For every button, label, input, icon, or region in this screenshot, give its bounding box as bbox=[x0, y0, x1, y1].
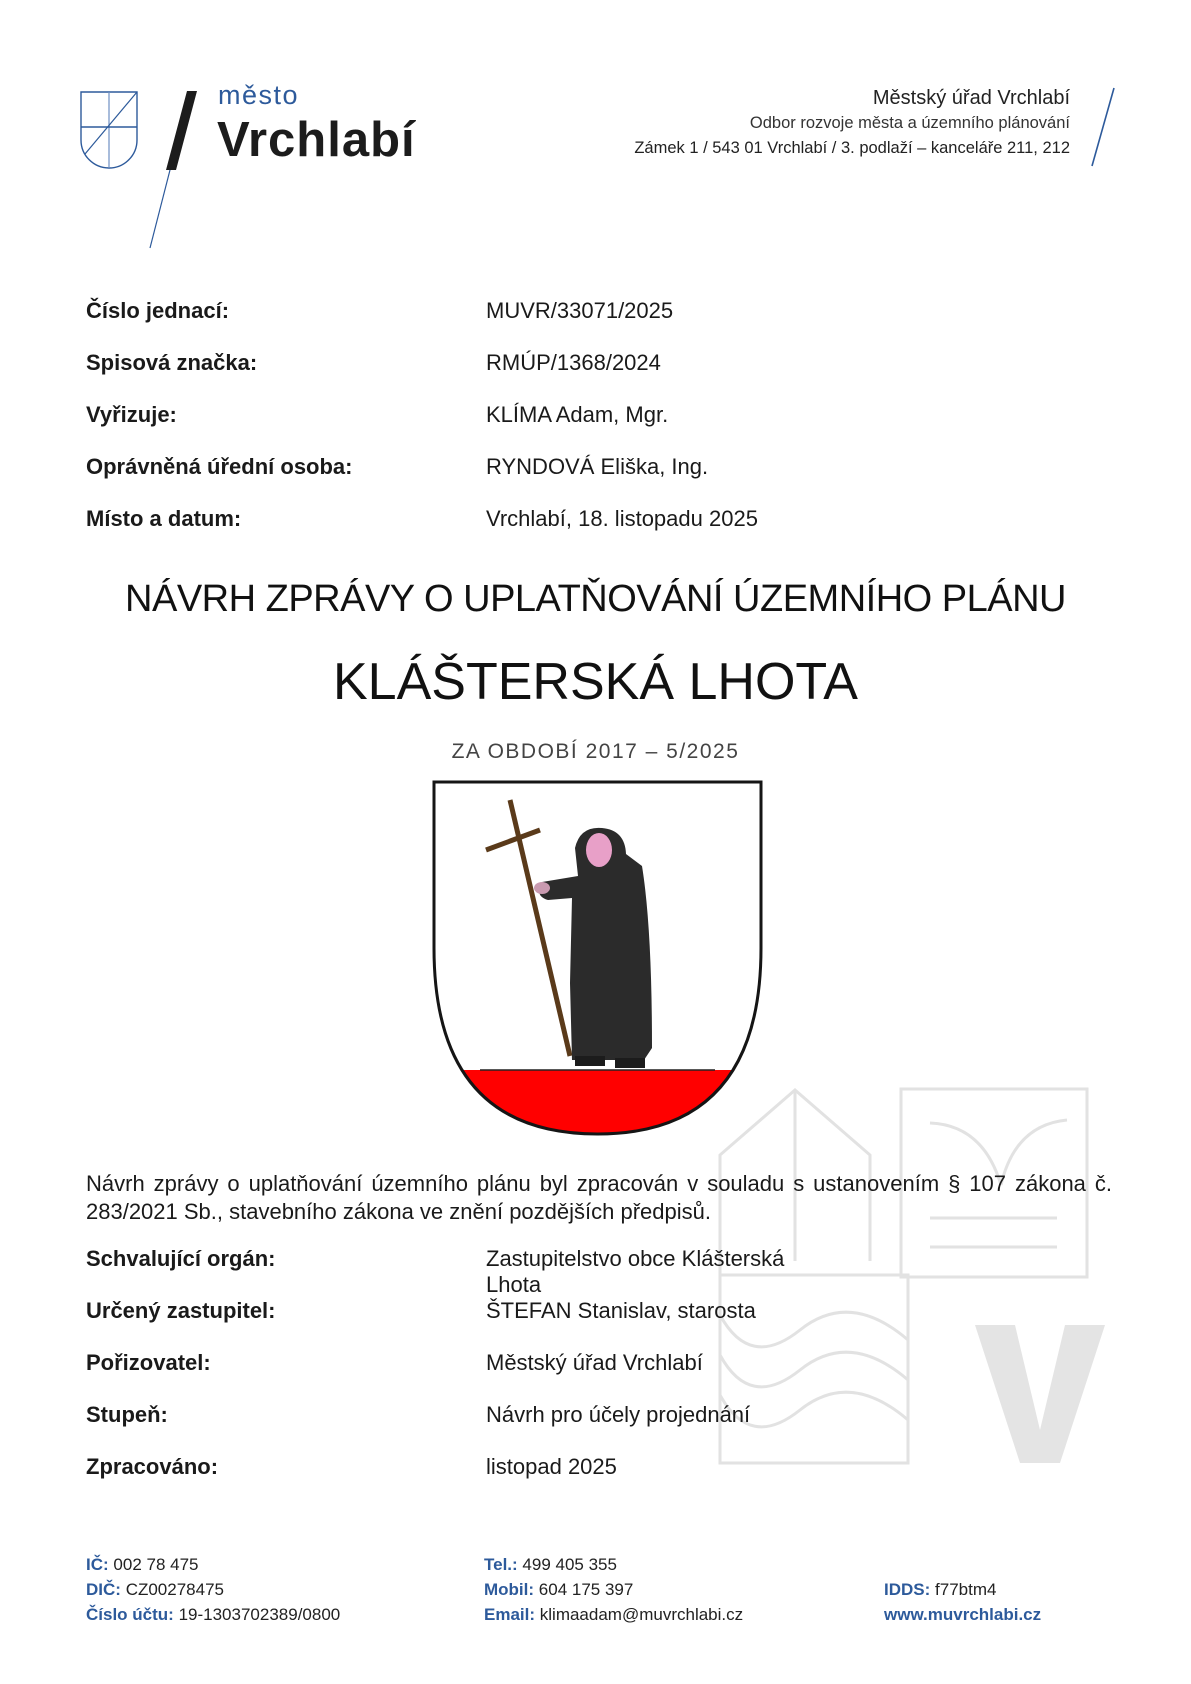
meta-label: Vyřizuje: bbox=[86, 402, 177, 427]
footer-idds: IDDS: f77btm4 bbox=[884, 1580, 997, 1599]
meta-label: Spisová značka: bbox=[86, 350, 258, 375]
meta-label: Místo a datum: bbox=[86, 506, 242, 531]
coat-of-arms-icon bbox=[430, 778, 765, 1138]
detail-label: Pořizovatel: bbox=[86, 1350, 211, 1375]
meta-value: Vrchlabí, 18. listopadu 2025 bbox=[486, 506, 758, 531]
detail-label: Stupeň: bbox=[86, 1402, 168, 1427]
meta-row bbox=[86, 454, 806, 484]
meta-value: KLÍMA Adam, Mgr. bbox=[486, 402, 669, 427]
detail-label: Schvalující orgán: bbox=[86, 1246, 276, 1271]
detail-row bbox=[86, 1402, 806, 1432]
logo-city-name: Vrchlabí bbox=[217, 113, 416, 167]
meta-row bbox=[86, 298, 806, 328]
footer-ico: IČ: 002 78 475 bbox=[86, 1555, 199, 1574]
office-name: Městský úřad Vrchlabí bbox=[872, 87, 1070, 109]
office-address: Zámek 1 / 543 01 Vrchlabí / 3. podlaží – kanceláře 211, 212 bbox=[634, 139, 1070, 157]
meta-value: RYNDOVÁ Eliška, Ing. bbox=[486, 454, 709, 479]
meta-value: MUVR/33071/2025 bbox=[486, 298, 674, 323]
meta-label: Číslo jednací: bbox=[86, 298, 230, 323]
office-department: Odbor rozvoje města a územního plánování bbox=[749, 114, 1070, 132]
header-slash-icon bbox=[1088, 86, 1118, 168]
detail-row bbox=[86, 1350, 806, 1380]
city-logo-icon bbox=[80, 88, 220, 258]
footer-tel: Tel.: 499 405 355 bbox=[484, 1555, 617, 1574]
footer-web bbox=[884, 1577, 1041, 1627]
detail-value: listopad 2025 bbox=[486, 1454, 617, 1479]
meta-row bbox=[86, 350, 806, 380]
intro-paragraph: Návrh zprávy o uplatňování územního plánu byl zpracován v souladu s ustanovením § 107 zákona č. 283/2021 Sb., stavebního zákona ve znění pozdějších předpisů. bbox=[86, 1171, 1112, 1224]
footer-dic: DIČ: CZ00278475 bbox=[86, 1580, 224, 1599]
detail-value: Návrh pro účely projednání bbox=[486, 1402, 751, 1427]
footer-account: Číslo účtu: 19-1303702389/0800 bbox=[86, 1605, 341, 1624]
meta-label: Oprávněná úřední osoba: bbox=[86, 454, 353, 479]
detail-value: Městský úřad Vrchlabí bbox=[486, 1350, 703, 1375]
detail-row bbox=[86, 1246, 806, 1297]
detail-label: Určený zastupitel: bbox=[86, 1298, 276, 1323]
email-link[interactable]: klimaadam@muvrchlabi.cz bbox=[539, 1605, 744, 1624]
footer-contact bbox=[484, 1552, 743, 1627]
detail-row bbox=[86, 1298, 806, 1328]
meta-row bbox=[86, 506, 806, 536]
municipality-title: KLÁŠTERSKÁ LHOTA bbox=[333, 653, 858, 711]
meta-row bbox=[86, 402, 806, 432]
footer-mobile: Mobil: 604 175 397 bbox=[484, 1580, 634, 1599]
detail-value: Zastupitelstvo obce Klášterská Lhota bbox=[486, 1246, 785, 1297]
footer-email[interactable]: Email: klimaadam@muvrchlabi.cz bbox=[484, 1605, 744, 1624]
detail-label: Zpracováno: bbox=[86, 1454, 219, 1479]
website-link[interactable]: www.muvrchlabi.cz bbox=[884, 1605, 1042, 1624]
period-subtitle: ZA OBDOBÍ 2017 – 5/2025 bbox=[451, 740, 740, 763]
detail-value: ŠTEFAN Stanislav, starosta bbox=[486, 1298, 756, 1323]
office-block bbox=[634, 86, 1070, 161]
logo-prefix: město bbox=[218, 80, 300, 110]
footer-ids bbox=[86, 1552, 340, 1627]
meta-value: RMÚP/1368/2024 bbox=[486, 350, 661, 375]
document-title: NÁVRH ZPRÁVY O UPLATŇOVÁNÍ ÚZEMNÍHO PLÁNU bbox=[125, 578, 1066, 620]
detail-row bbox=[86, 1454, 806, 1484]
